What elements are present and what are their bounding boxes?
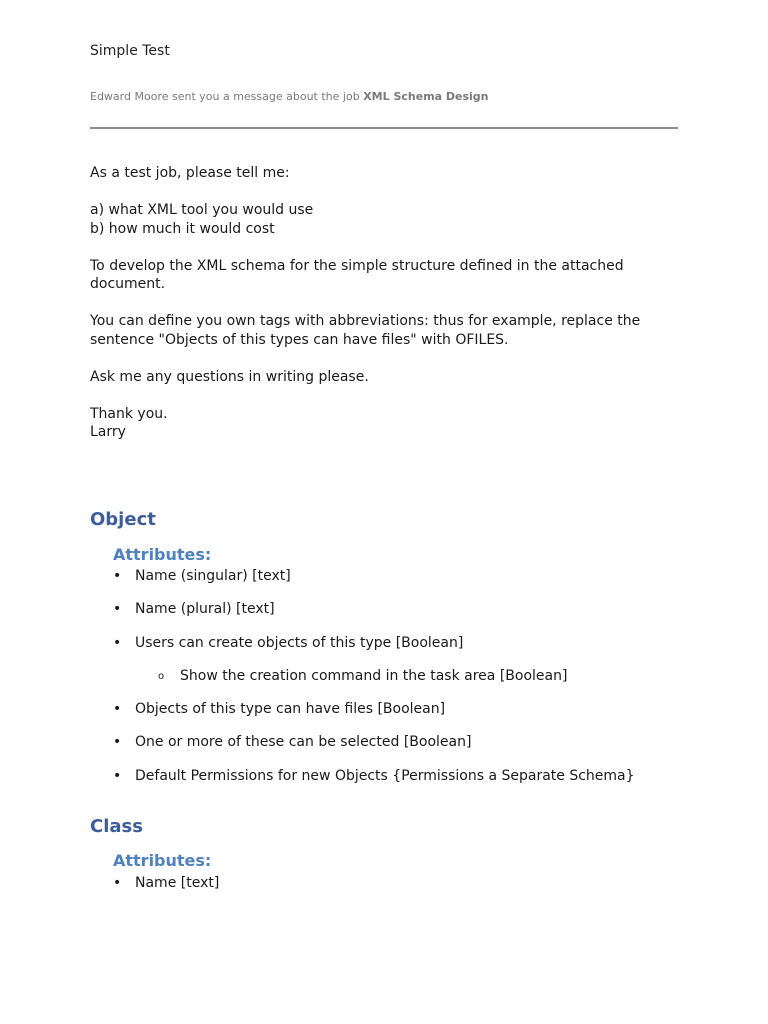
attribute-list-item: • Name (singular) [text] (90, 567, 680, 600)
object-attributes-list (90, 567, 680, 800)
section-heading-object: Object (90, 509, 156, 530)
message-paragraph (90, 368, 670, 387)
attribute-list-item: o Show the creation command in the task area [Boolean] (90, 667, 680, 700)
message-line: b) how much it would cost (90, 220, 275, 237)
attribute-list-item: • One or more of these can be selected [Boolean] (90, 733, 680, 766)
subheading-class-attributes: Attributes: (113, 851, 212, 870)
message-paragraph (90, 405, 670, 442)
message-line: You can define you own tags with abbreviations: thus for example, replace the (90, 313, 641, 329)
message-line: As a test job, please tell me: (90, 165, 290, 181)
message-meta (90, 90, 489, 103)
message-paragraph (90, 164, 670, 183)
meta-job-name: XML Schema Design (363, 90, 489, 103)
message-paragraph (90, 312, 670, 349)
meta-sender-text: Edward Moore sent you a message about the job (90, 90, 360, 103)
message-line: a) what XML tool you would use (90, 202, 314, 218)
message-line: sentence "Objects of this types can have files" with OFILES. (90, 331, 509, 348)
message-line: Ask me any questions in writing please. (90, 368, 369, 385)
attribute-list-item: • Default Permissions for new Objects {Permissions a Separate Schema} (90, 767, 680, 800)
attribute-list-item: • Name [text] (90, 874, 680, 907)
message-line: To develop the XML schema for the simple structure defined in the attached (90, 257, 624, 274)
subheading-object-attributes: Attributes: (113, 545, 212, 564)
attribute-list-item: • Objects of this type can have files [Boolean] (90, 700, 680, 733)
message-paragraph (90, 257, 670, 294)
message-line: Thank you. (90, 405, 168, 422)
message-paragraph (90, 201, 670, 238)
class-attributes-list (90, 874, 680, 907)
attribute-list-item: • Name (plural) [text] (90, 600, 680, 633)
document-title: Simple Test (90, 43, 170, 59)
header-divider (90, 127, 678, 129)
message-body (90, 164, 670, 460)
message-line: document. (90, 276, 166, 292)
message-line: Larry (90, 424, 126, 440)
attribute-list-item: • Users can create objects of this type [Boolean] (90, 634, 680, 667)
section-heading-class: Class (90, 816, 143, 837)
